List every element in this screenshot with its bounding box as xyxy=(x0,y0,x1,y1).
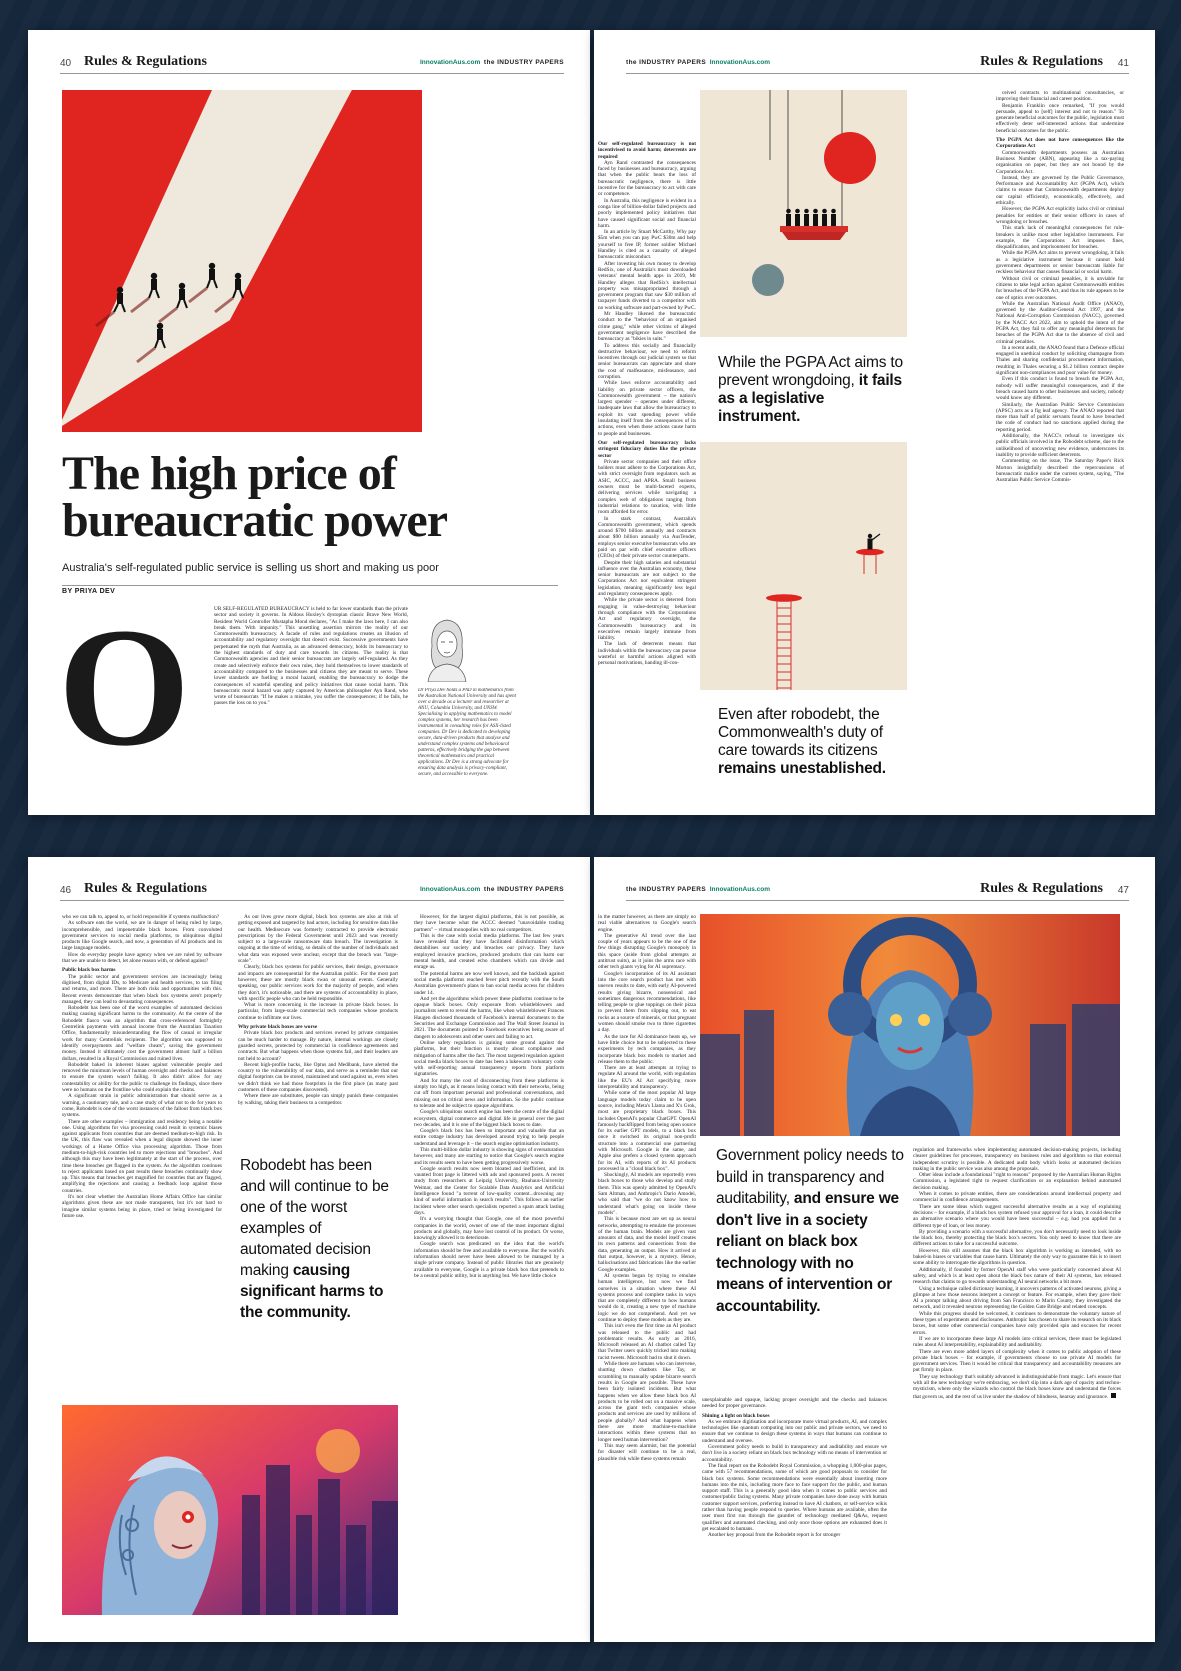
pull-quote xyxy=(240,1155,392,1323)
paragraph: The lack of deterrents means that individuals within the bureaucracy can pursue wasteful or harmful actions aligned with personal motivations, handing ill-con- xyxy=(598,641,696,667)
innovationaus-logo: InnovationAus.com xyxy=(709,886,771,893)
illustration-ladder xyxy=(700,442,907,690)
paragraph: This multi-billion dollar industry is showing signs of oversaturation however, and many are starting to notice that Google's search engine and its results seem to have been getting progressively worse. xyxy=(414,1146,564,1166)
pull-quote-text: Government policy needs to build in transparency and auditability, xyxy=(716,1147,904,1207)
subheading: The PGPA Act does not have consequences like the Corporations Act xyxy=(996,137,1124,150)
illustration-balance xyxy=(700,90,907,337)
paragraph: Without civil or criminal penalties, it is unviable for citizens to take legal action against Commonwealth entities for breaches of the PGPA Act, and thus its rule appears to be one of optics over outcomes. xyxy=(996,275,1124,301)
paragraph: As the race for AI dominance heats up, we have little choice but to be subjected to these experiments by tech companies, as they incorporate black box models to market and release them to the public. xyxy=(598,1033,696,1065)
paragraph: There are even more added layers of complexity when it comes to public adoption of these private black boxes – for example, if governments choose to use private AI models for government services. Then it would be critical that transparency and accountability measures are put firmly in place. xyxy=(913,1348,1121,1374)
paragraph: Google's incorporation of its AI assistant into the core search product has met with uneven results to date, with early AI-powered results giving bizarre, nonsensical and sometimes dangerous recommendations, like telling people to glue toppings on their pizza to prevent them from slipping out, to eat rocks as a source of minerals, or that pregnant women should smoke two to three cigarettes a day. xyxy=(598,970,696,1034)
paragraph: When it comes to private entities, there are considerations around intellectual property and commercial in confidence arrangements. xyxy=(913,1191,1121,1204)
industry-papers-logo: the INDUSTRY PAPERS xyxy=(483,886,564,893)
paragraph: Google search results now seem bloated and inefficient, and its vaunted front page is littered with ads and sponsored posts. A recent study from researchers at Leipzig University, Bauhaus-University Weimar, and the Center for Scalable Data Analytics and Artificial Intelligence found "a torrent of low-quality content...drowning any kind of useful information in search results". This follows an earlier incident where other search specialists reported a spam attack lasting days. xyxy=(414,1165,564,1216)
paragraph: The final report on the Robodebt Royal Commission, a whopping 1,000-plus pages, came with 57 recommendations, some of which are good proposals to consider for black box systems. Some recommendations were essentially about inserting more humans into the mix, including more face to face support for the public, and human support staff. This is a generally good idea when it comes to public services and customer/public facing systems. Many private companies have done away with human customer support services, preferring instead to have AI chatbots, or self-service wikis rather than having people respond to queries. Where humans are available, often the user must first run through the gauntlet of technology mediated Q&As, request qualifiers and automated checking, and only once those options are exhausted does it get escalated to humans. xyxy=(702,1462,887,1532)
subheading: Public black box harms xyxy=(62,967,116,974)
paragraph: regulation and frameworks when implementing automated decision-making projects, including clearer guidelines for processes, transparency on business rules and algorithms so that external independent scrutiny is possible. A dedicated audit body which looks at automated decision making in the public service was also among the proposals. xyxy=(913,1147,1121,1172)
paragraph: Shockingly, AI models are reportedly even black boxes to those who develop and study them. This was openly admitted by OpenAI's Sam Altman, and Anthropic's Dario Amodei, who said that "we do not know how to understand what's going on inside these models". xyxy=(598,1172,696,1216)
page-header xyxy=(60,54,564,74)
body-column-3 xyxy=(913,1147,1121,1636)
page-47 xyxy=(594,857,1155,1642)
paragraph: Commenting on the issue, The Saturday Paper's Rick Morton insightfully described the repercussions of bureaucratic malice under the current system, saying, "The Australian Public Service Commis- xyxy=(996,458,1124,484)
paragraph: AI systems began by trying to emulate human intelligence, but now we find ourselves in a situation where these AI systems process and complete tasks in ways that are completely different to how humans would do it, creating a new type of machine logic we do not comprehend. And yet we continue to deploy these models as they are. xyxy=(598,1272,696,1323)
subheading: Shining a light on black boxes xyxy=(702,1412,770,1419)
paragraph: It's a worrying thought that Google, one of the most powerful companies in the world, owner of one of the most important digital products and globally, may have lost control of its product. Or worse, knowingly allowed it to deteriorate. xyxy=(414,1216,564,1242)
paragraph: In stark contrast, Australia's Commonwealth government, which spends around $700 billion annually and contracts about $90 billion annually via AusTender, employs senior executive bureaucrats who are paid on par with chief executive officers (CEOs) of their private sector counterparts. xyxy=(598,515,696,560)
paragraph: Google search was predicated on the idea that the world's information should be free and available to everyone. But the world's information should never have been allowed to be managed by a single private company. Instead of public libraries that are genuinely available to everyone, Google is a private black box that pretends to be a neutral public utility, but is anything but. We have little choice xyxy=(414,1241,564,1279)
paragraph: While this progress should be welcomed, it continues to demonstrate the voluntary nature of these types of experiments and disclosures. Anthropic has chosen to share its research on its black boxes, but some other commercial companies have only provided spin and excuses for recent errors. xyxy=(913,1310,1121,1336)
subheading: Our self-regulated bureaucracy lacks stringent fiduciary duties like the private sector xyxy=(598,439,696,459)
masthead xyxy=(420,886,564,893)
paragraph: Using a technique called dictionary learning, it uncovers patterns of activated neurons, giving a glimpse at how those neurons interpret a concept or feature. For example, when they gave their AI a prompt talking about driving from San Francisco to Marin County, they investigated the network, and it revealed neurons representing the Golden Gate Bridge and related concepts. xyxy=(913,1285,1121,1311)
pull-quote-1-emphasis: it fails as a legislative instrument. xyxy=(718,372,902,425)
paragraph: Google's black box has been so important and valuable that an entire cottage industry has developed around trying to help people understand and leverage it – the search engine optimisation industry. xyxy=(414,1128,564,1147)
paragraph: This may seem alarmist, but the potential for disaster will continue to be a real, plausible risk while these systems remain xyxy=(598,1442,696,1462)
paragraph: ceived contracts to multinational consultancies, or improving their financial and career position. xyxy=(996,90,1124,103)
paragraph: As our lives grow more digital, black box systems are also at risk of getting exposed and targeted by bad actors, including for sensitive data like our health. Medisecure was formerly contracted to provide electronic prescriptions by the Federal Government until 2023 and was recently subject to a large-scale ransomware data breach. The investigation is ongoing at the time of writing, so details of the number of individuals and what data was exposed were unclear, except that the breach was "large-scale". xyxy=(238,914,398,965)
paragraph: The potential harms are now well known, and the backlash against social media platforms reached fever pitch recently with the South Australian government's plans to ban social media access for children under 14. xyxy=(414,970,564,996)
paragraph: While some of the most popular AI large language models today claim to be open source, including Meta's Llama and X's Grok, most are proprietary black boxes. This includes OpenAI's popular ChatGPT. OpenAI famously backflipped from being open source for its earlier GPT models, to a black box once it switched its original non-profit structure into a commercial one partnering with Microsoft. Google is the same, and Apple also prefers a closed system approach for its AI, with reports of its AI products processed in a "cloud black box". xyxy=(598,1090,696,1172)
paragraph: Similarly, the Australian Public Service Commission (APSC) acts as a fig leaf agency. The ANAO reported that more than half of public servants found to have breached the code of conduct had no sanctions applied during the reporting period. xyxy=(996,401,1124,433)
paragraph: unexplainable and opaque, lacking proper oversight and the checks and balances needed for proper governance. xyxy=(702,1397,887,1410)
page-header xyxy=(626,881,1129,901)
paragraph: Online safety regulation is gaining some ground against the platforms, but their function is mostly about compliance and mitigation of harms after the fact. The most targeted regulation against social media black boxes to date has been a lukewarm voluntary code with self-reporting annual transparency reports from platform signatories. xyxy=(414,1039,564,1078)
paragraph: In an article by Stuart McCarthy, Why pay $5m when you can pay PwC $30m and help yourself to free IP, former soldier Michael Handley is cited as a casualty of alleged bureaucratic misconduct. xyxy=(598,229,696,261)
paragraph: While the Australian National Audit Office (ANAO), governed by the Auditor-General Act 1997, and the National Anti-Corruption Commission (NACC), governed by the NACC Act 2022, aim to uphold the intent of the PGPA Act, they fail to offer any meaningful deterrents for breaches of the PGPA Act due to the absence of civil and criminal penalties. xyxy=(996,300,1124,345)
paragraph: While the private sector is deterred from engaging in value-destroying behaviour through compliance with the Corporations Act and regulatory oversight, the Commonwealth bureaucracy and its executives remain largely immune from liability. xyxy=(598,597,696,642)
page-41 xyxy=(594,30,1155,815)
paragraph: If we are to incorporate these large AI models into critical services, there must be legislated rules about AI interpretability, explainability and auditability. xyxy=(913,1335,1121,1349)
page-header xyxy=(60,881,564,901)
paragraph: As software eats the world, we are in danger of being ruled by large, incomprehensible, and impenetrable black boxes. From convoluted government services to social media platforms, to ubiquitous digital products like Google search, and now, a generation of AI products and its large language models. xyxy=(62,920,222,952)
paragraph: After investing his own money to develop RedSix, one of Australia's most downloaded veterans' mental health apps in 2019, Mr Handley alleges that RedSix's intellectual property was misappropriated through a government program that saw $30 million of taxpayer funds diverted to a competitor with no working software and part-owned by PwC. xyxy=(598,260,696,311)
section-title: Rules & Regulations xyxy=(84,54,207,69)
body-paragraph: UR SELF-REGULATED BUREAUCRACY is held to far lower standards than the private sector and society it governs. In Aldous Huxley's dystopian classic Brave New World, Resident World Controller Mustapha Mond declares, "As I make the laws here, I can also break them. With impunity." This unsettling assertion mirrors the reality of our Commonwealth bureaucracy. A facade of rules and regulations creates an illusion of accountability and regulatory oversight that doesn't exist. Successive governments have perpetuated the myth that Australia, as an advanced democracy, holds its bureaucracy to the highest standards of duty and care towards its citizens. The reality is that Commonwealth agencies and their senior bureaucrats are largely self-regulated. As they create and selectively enforce their own rules, they hold themselves to lower standards of accountability compared to the businesses and citizens they are meant to serve. These lower standards are fuelling a moral hazard, enabling the bureaucracy to dodge the consequences of wasteful spending and policy initiatives that cause social harm. This bureaucratic moral hazard was aptly captured by American philosopher Ayn Rand, who wrote of bureaucrats "If he makes a mistake, you suffer the consequences; if he fails, he passes the loss on to you." xyxy=(214,606,408,707)
page-number: 47 xyxy=(1117,885,1129,896)
paragraph: A significant strain in public administration that should serve as a warning, a cautionary tale, and a case study of what not to do for years to come, Robodebt is one of the worst instances of the fallout from black box systems. xyxy=(62,1093,222,1119)
paragraph: In Australia, this negligence is evident in a conga line of billion-dollar failed projects and poorly implemented policy initiatives that have caused significant social and financial harm. xyxy=(598,197,696,229)
paragraph: The public sector and government services are increasingly being digitised, from digital IDs, to Medicare and health services, to tax filing and returns, and more. There are both risks and opportunities with this. Recent events demonstrate that when black box systems aren't properly managed, they can lead to devastating consequences. xyxy=(62,973,222,1005)
paragraph: As we embrace digitisation and incorporate more virtual products, AI, and complex technologies like quantum computing into our public and private sectors, we need to ensure that we continue to design these systems in ways that humans can continue to understand and oversee. xyxy=(702,1418,887,1444)
paragraph: How do everyday people have agency when we are ruled by software that we are unable to detect, let alone reason with, or defend against? xyxy=(62,951,222,965)
body-column-1 xyxy=(598,138,696,811)
author-portrait xyxy=(418,612,476,682)
page-number: 40 xyxy=(60,58,72,69)
page-number: 46 xyxy=(60,885,72,896)
paragraph: who we can talk to, appeal to, or hold responsible if systems malfunction? xyxy=(62,914,220,920)
paragraph: This is the case with social media platforms. The last few years have revealed that they have facilitated disinformation which destabilises our society and breaches our privacy. They have employed invasive practices, produced products that can harm our mental health, and created echo chambers which can divide and enrage us. xyxy=(414,932,564,971)
paragraph: Government policy needs to build in transparency and auditability and ensure we don't live in a society reliant on black box technology with no means of intervention or accountability. xyxy=(702,1444,887,1463)
paragraph: Ayn Rand contrasted the consequences faced by businesses and bureaucracy, arguing that when the public bears the loss of bureaucratic negligence, there is little incentive for the bureaucracy to act with care or competence. xyxy=(598,159,696,198)
body-column-2 xyxy=(702,1397,887,1636)
drop-cap: O xyxy=(58,593,191,781)
byline: BY PRIYA DEV xyxy=(62,588,116,595)
paragraph: Private black box products and services owned by private companies can be much harder to manage. By nature, internal workings are closely guarded secrets, protected by commercial in confidence agreements and contracts. But what happens when those systems fail, and their leaders are not held to account? xyxy=(238,1030,398,1062)
paragraph: There are other examples – immigration and residency being a notable one. Using algorithms for visa processing could result in systemic biases against applicants from countries that are deemed medium-to-high risk. In the UK, this flaw was revealed when a legal dispute showed the inner workings of a Home Office visa processing algorithm. Those from medium-to-high-risk countries led to more rejections and "breaches". And although this may have been legitimately at the start of the process, over time these breaches get flagged in the system. As the algorithm continues to reject applicants based on past results these breaches continually show up. This means that breaches get magnified for countries that are flagged, amplifying the rejections and causing a feedback loop against those countries. xyxy=(62,1118,222,1194)
body-column-2 xyxy=(238,914,398,1147)
body-text xyxy=(214,606,408,802)
pull-quote-emphasis: and ensure we don't live in a society reliant on black box technology with no means of intervention or accountability. xyxy=(716,1190,899,1315)
paragraph: And for many the cost of disconnecting from these platforms is simply too high, as it means losing contact with their networks, being cut off from important personal and professional conversations, and missing out on critical news and information. So the public continue to tolerate and be subject to opaque algorithms. xyxy=(414,1077,564,1109)
body-column-3 xyxy=(414,914,564,1636)
paragraph: While the PGPA Act aims to prevent wrongdoing, it fails as a legislative instrument because it cannot hold government departments or senior bureaucrats liable for reckless behaviour that causes financial or social harm. xyxy=(996,250,1124,276)
page-40 xyxy=(28,30,590,815)
standfirst: Australia's self-regulated public service is selling us short and making us poor xyxy=(62,562,439,574)
masthead xyxy=(626,886,770,893)
author-bio: Dr Priya Dev holds a PhD in mathematics from the Australian National University and has spent over a decade as a lecturer and researcher at ANU, Columbia University, and UNSW. Specialising in applying mathematics to model complex systems, her research has been instrumental in consulting roles for ASX-listed companies. Dr Dev is dedicated to developing secure, data-driven products that analyse and understand complex systems and behavioural patterns, effectively bridging the gap between theoretical mathematics and practical applications. Dr Dev is a strong advocate for ensuring data analysis is privacy-compliant, secure, and accessible to everyone. xyxy=(418,688,516,777)
pull-quote-2-text: Even after robodebt, the Commonwealth's duty of care towards its citizens xyxy=(718,706,883,759)
paragraph: Other ideas include a foundational "right to reasons" proposed by the Australian Human Rights Commission, a legislated right to request clarification or an explanation behind automated decision making. xyxy=(913,1172,1121,1191)
paragraph: Despite their high salaries and substantial influence over the Australian economy, these senior bureaucrats are not subject to the Corporations Act nor equivalent stringent legislation, meaning significantly less legal and regulatory consequences apply. xyxy=(598,559,696,598)
paragraph: Recent high-profile hacks, like Optus and Medibank, have alerted the country to the vulnerability of our data, and serve as a reminder that our digital footprints can be stored, maintained and used against us, even when we didn't think we had those footprints in the first place (as many past customers of these companies discovered). xyxy=(238,1061,398,1094)
body-column-3 xyxy=(996,90,1124,811)
paragraph: While there are humans who can intervene, shutting down chatbots like Tay, or scrambling to manually update bizarre search results in Google are possible. These have been fairly isolated incidents. But what happens when we allow these black box AI products to be rolled out on a massive scale, across the giant tech companies whose products and services are used by millions of people globally? And what happens when there are more machine-to-machine interactions within these systems that no longer need human intervention? xyxy=(598,1361,696,1443)
paragraph: What is more concerning is the increase in private black boxes. In particular, from large-scale commercial tech companies whose products continue to infiltrate our lives. xyxy=(238,1002,398,1021)
paragraph: However, the PGPA Act explicitly lacks civil or criminal penalties for entities or their senior officers in cases of wrongdoing or breaches. xyxy=(996,206,1124,225)
illustration-robot xyxy=(62,1405,398,1615)
paragraph: They say technology that's suitably advanced is indistinguishable from magic. Let's ensure that with all the new technology we're embracing, we don't slip into a dark age of opacity and techno-mysticism, where only the wizards who control the black boxes know and understand the forces that govern us, and the rest of us live under the shadow of blindness, hearsay and ignorance. xyxy=(913,1373,1121,1400)
paragraph: Google's ubiquitous search engine has been the centre of the digital ecosystem, digital commerce and digital life in general over the past two decades, and it is one of the biggest black boxes to date. xyxy=(414,1109,564,1128)
body-column-1 xyxy=(598,914,696,1636)
innovationaus-logo: InnovationAus.com xyxy=(709,59,771,66)
paragraph: However, this still assumes that the black box algorithm is working as intended, with no baked-in biases or variables that cause harm. Ultimately the only way to guarantee this is to insert some ability to interrogate the algorithms in question. xyxy=(913,1247,1121,1267)
innovationaus-logo: InnovationAus.com xyxy=(419,886,481,893)
page-number: 41 xyxy=(1117,58,1129,69)
pull-quote-1-text: While the PGPA Act aims to prevent wrongdoing, xyxy=(718,354,903,389)
section-title: Rules & Regulations xyxy=(980,54,1103,69)
paragraph: Where there are substitutes, people can simply punish these companies by walking, taking their business to a competitor. xyxy=(238,1093,398,1106)
industry-papers-logo: the INDUSTRY PAPERS xyxy=(483,59,564,66)
paragraph: in the matter however, as there are simply no real viable alternatives to Google's search engine. xyxy=(598,914,696,933)
headline-line-1: The high price of xyxy=(62,447,396,500)
paragraph: There are at least attempts at trying to regulate AI around the world, with regulation like the EU's AI Act specifying more interpretability and transparency. xyxy=(598,1065,696,1091)
paragraph: Additionally, the NACC's refusal to investigate six public officials involved in the Robodebt scheme, due to the unlikelihood of uncovering new evidence, underscores its inability to provide sufficient deterrents. xyxy=(996,433,1124,458)
pull-quote-text: Robodebt has been and will continue to be one of the worst examples of automated decision making xyxy=(240,1157,389,1279)
industry-papers-logo: the INDUSTRY PAPERS xyxy=(626,59,707,66)
paragraph: There are some ideas which suggest successful alternative results as a way of explaining decisions – for example, if a black box system refused your approval for a loan, it could describe an alternative scenario where you would have been successful – e.g. had you applied for a different type of loan, or less money. xyxy=(913,1203,1121,1229)
paragraph: Another key proposal from the Robodebt report is for stronger xyxy=(708,1532,841,1539)
divider xyxy=(62,585,558,586)
industry-papers-logo: the INDUSTRY PAPERS xyxy=(626,886,707,893)
hero-illustration xyxy=(62,90,422,432)
paragraph: Additionally, if founded by former OpenAI staff who were particularly concerned about AI safety, and which is at least open about the black box nature of their AI systems, has released research that claims to go towards understanding AI neural networks a bit more. xyxy=(913,1266,1121,1286)
innovationaus-logo: InnovationAus.com xyxy=(419,59,481,66)
headline xyxy=(62,447,448,548)
section-title: Rules & Regulations xyxy=(84,881,207,896)
headline-line-2: bureaucratic power xyxy=(62,494,448,548)
paragraph: The generative AI trend over the last couple of years appears to be the one of the few things disrupting Google's monopoly in this space (aside from global attempts at antitrust suits), as it joins the arms race with other tech giants vying for AI supremacy. xyxy=(598,932,696,971)
paragraph: Commonwealth departments possess an Australian Business Number (ABN), appearing like a tax-paying organisation on paper, but they are not bound by the Corporations Act. xyxy=(996,149,1124,175)
page-header xyxy=(626,54,1129,74)
page-46 xyxy=(28,857,590,1642)
paragraph: Instead, they are governed by the Public Governance, Performance and Accountability Act (PGPA Act), which claims to ensure that Commonwealth departments deploy our capital efficiently, economically, effectively, and ethically. xyxy=(996,174,1124,207)
end-mark xyxy=(1111,1393,1116,1398)
paragraph: This isn't even the first time an AI product was released to the public and had problematic results. As early as 2016, Microsoft released an AI chatbot called Tay that Twitter users quickly tricked into making racist tweets. Microsoft had to shut it down. xyxy=(598,1323,696,1361)
subheading: Our self-regulated bureaucracy is not incentivised to avoid harm; deterrents are required xyxy=(598,141,696,160)
paragraph: Clearly, black box systems for public services, their design, governance and impacts are consequential for the Australian public. For the most part however, these are mostly black swan or unusual events. Generally speaking, our public services work for the majority of people, and when they don't, it's noticeable, and there are systems of accountability in place, with specific people who can be held responsible. xyxy=(238,964,398,1002)
paragraph: To address this socially and financially destructive behaviour, we need to reform incentives through our judicial system so that senior bureaucrats can appreciate and share the cost of malfeasance, misfeasance, and corruption. xyxy=(598,342,696,380)
section-title: Rules & Regulations xyxy=(980,881,1103,896)
masthead xyxy=(626,59,770,66)
paragraph: While laws enforce accountability and liability on private sector officers, the Commonwealth government – the nation's largest spender – operates under different, inadequate laws that allow the bureaucracy to exploit its vast spending power while insulating itself from the consequences of its actions, even when those actions cause harm to people and businesses. xyxy=(598,380,696,437)
pull-quote-emphasis: causing significant harms to the community. xyxy=(240,1262,384,1321)
paragraph: This is because most are set up as neural networks, attempting to emulate the processes of the human brain. Models are given vast amounts of data, and the model itself creates its own patterns and connections from the data, generating an output. How it arrived at that output, however, is a mystery. Hence, hallucinations and fabrications like the earlier Google examples. xyxy=(598,1216,696,1273)
paragraph: By providing a scenario with a successful alternative, you don't necessarily need to look inside the black box, thereby protecting the black box's secrets. You only need to know that there are different actions to take for a successful outcome. xyxy=(913,1228,1121,1248)
pull-quote-1 xyxy=(718,354,906,426)
paragraph: Mr Handley likened the bureaucratic conduct to the "behaviour of an organised crime gang," while other victims of alleged government negligence have described the bureaucracy as "bikies in suits." xyxy=(598,311,696,343)
paragraph: Robodebt baked in inherent biases against vulnerable people and removed the minimum levels of human oversight and checks and balances to ensure the system wasn't failing. It also didn't allow for any contestability or ability for the public to challenge its findings, since there were no humans on the frontline who could explain the claims. xyxy=(62,1061,222,1094)
illustration-ai-woman xyxy=(700,914,1120,1136)
pull-quote xyxy=(716,1145,904,1317)
paragraph: It's not clear whether the Australian Home Affairs Office has similar algorithms given these are not made transparent, but it's not hard to imagine similar systems being in place, tried or being investigated for future use. xyxy=(62,1194,222,1219)
paragraph: This stark lack of meaningful consequences for rule-breakers is unlike most other legislative instruments. For example, the Corporations Act imposes fines, disqualification, and imprisonment for breaches. xyxy=(996,225,1124,251)
paragraph: Private sector companies and their office holders must adhere to the Corporations Act, with strict oversight from regulators such as ASIC, ACCC, and APRA. Small business owners must be multi-faceted experts, delivering services while navigating a complex web of obligations ranging from industrial relations to taxation, with little room afforded for error. xyxy=(598,458,696,516)
masthead xyxy=(420,59,564,66)
paragraph: Robodebt has been one of the worst examples of automated decision making causing significant harms to the community. At the centre of the Robodebt fiasco was an algorithm that cross-referenced fortnightly Centrelink payments with annual income from the Australian Taxation Office, fundamentally misunderstanding the flow of casual or irregular work for many Centrelink recipients. The algorithm was supposed to identify overpayments and "welfare cheats", saving the government money. Instead it ultimately cost the government almost half a billion dollars, resulted in a Royal Commission and ruined lives. xyxy=(62,1005,222,1062)
pull-quote-2-emphasis: remains unestablished. xyxy=(718,760,886,777)
paragraph: However, for the largest digital platforms, this is not possible, as they have become what the ACCC deemed "unavoidable trading partners" – virtual monopolies with no real competitors. xyxy=(414,914,564,933)
pull-quote-2 xyxy=(718,706,906,778)
paragraph: Benjamin Franklin once remarked, "If you would persuade, appeal to [self] interest and not to reason." To generate beneficial outcomes for the public, legislation must effectively deter self-interested actions that undermine beneficial outcomes for the public. xyxy=(996,102,1124,134)
paragraph: In a recent audit, the ANAO found that a Defence official engaged in unethical conduct by soliciting champagne from Thales and sharing confidential procurement information, resulting in Thales securing a $1.2 billion contract despite significant non-compliances and poor value for money. xyxy=(996,344,1124,377)
paragraph: And yet the algorithms which power these platforms continue to be opaque black boxes. Only exposure from whistleblowers and journalists seem to reveal the harms, like when whistleblower Frances Haugen disclosed thousands of Facebook's internal documents to the Securities and Exchange Commission and The Wall Street Journal in 2021. The documents pointed to Facebook executives being aware of dangers to adolescents and other users and failing to act. xyxy=(414,995,564,1040)
subheading: Why private black boxes are worse xyxy=(238,1024,318,1031)
paragraph: Even if this conduct is found to breach the PGPA Act, nobody will suffer meaningful consequences, and if the breach caused harm to other businesses and society, nobody would know any different. xyxy=(996,376,1124,402)
